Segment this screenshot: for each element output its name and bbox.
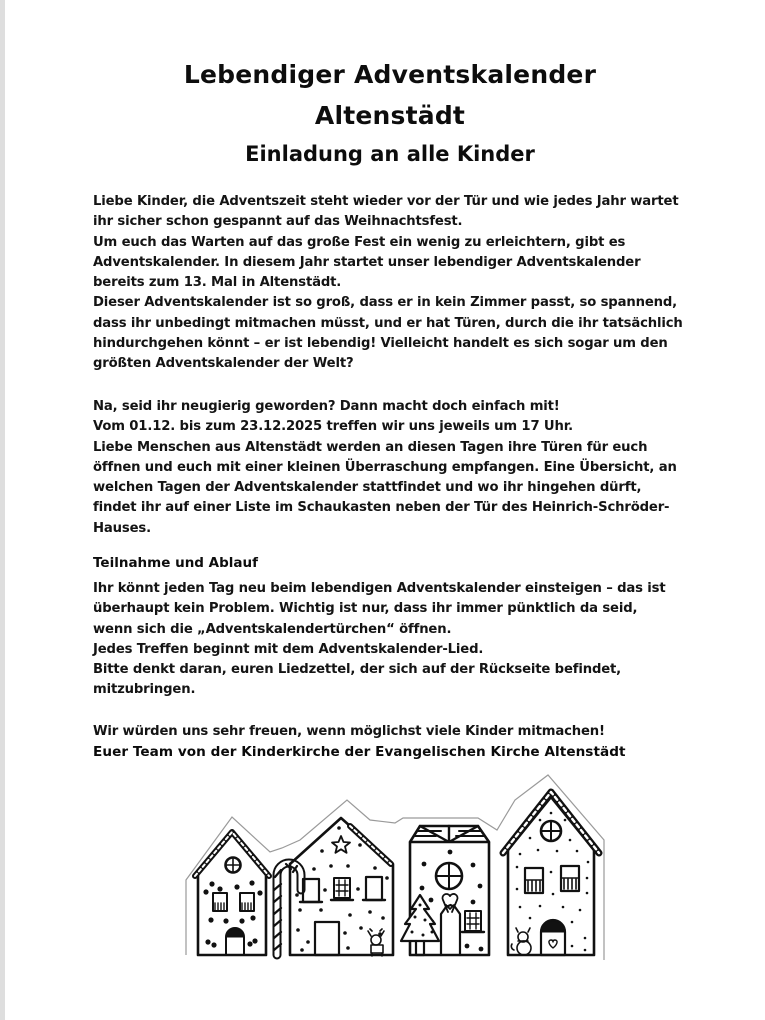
procedure-paragraph <box>93 579 713 701</box>
text-line: Um euch das Warten auf das große Fest ein wenig zu erleichtern, gibt es <box>93 234 626 250</box>
text-line: Adventskalender. In diesem Jahr startet unser lebendiger Adventskalender <box>93 254 641 270</box>
candy-cane-icon <box>274 863 301 955</box>
text-line: Hauses. <box>93 520 151 536</box>
text-line: überhaupt kein Problem. Wichtig ist nur, dass ihr immer pünktlich da seid, <box>93 601 638 617</box>
intro-paragraph <box>93 192 713 375</box>
text-line: Liebe Menschen aus Altenstädt werden an diesen Tagen ihre Türen für euch <box>93 439 648 455</box>
text-line: ihr sicher schon gespannt auf das Weihnachtsfest. <box>93 214 463 230</box>
text-line: Liebe Kinder, die Adventszeit steht wieder vor der Tür und wie jedes Jahr wartet <box>93 194 679 209</box>
dots-decoration <box>203 880 262 947</box>
text-line: wenn sich die „Adventskalendertürchen“ öffnen. <box>93 621 452 637</box>
text-line: Jedes Treffen beginnt mit dem Adventskalender-Lied. <box>93 641 484 657</box>
text-line: hindurchgehen könnt – er ist lebendig! Vielleicht handelt es sich sogar um den <box>93 336 668 352</box>
signature: Euer Team von der Kinderkirche der Evangelischen Kirche Altenstädt <box>93 744 626 761</box>
text-line: dass ihr unbedingt mitmachen müsst, und er hat Türen, durch die ihr tatsächlich <box>93 315 683 331</box>
text-line: mitzubringen. <box>93 682 196 698</box>
document-title-line2: Altenstädt <box>314 101 466 130</box>
text-line: welchen Tagen der Adventskalender stattfindet und wo ihr hingehen dürft, <box>93 480 642 496</box>
closing-line: Wir würden uns sehr freuen, wenn möglichst viele Kinder mitmachen! <box>93 724 605 739</box>
document-subtitle: Einladung an alle Kinder <box>245 142 535 166</box>
text-line: größten Adventskalender der Welt? <box>93 356 354 372</box>
text-line: Na, seid ihr neugierig geworden? Dann macht doch einfach mit! <box>93 399 560 414</box>
text-line: öffnen und euch mit einer kleinen Überraschung empfangen. Eine Übersicht, an <box>93 459 677 475</box>
text-line: findet ihr auf einer Liste im Schaukasten neben der Tür des Heinrich-Schröder- <box>93 500 670 516</box>
text-line: Dieser Adventskalender ist so groß, dass er in kein Zimmer passt, so spannend, <box>93 295 678 311</box>
text-line: Bitte denkt daran, euren Liedzettel, der sich auf der Rückseite befindet, <box>93 662 622 678</box>
text-line: bereits zum 13. Mal in Altenstädt. <box>93 275 342 291</box>
details-paragraph <box>93 397 713 539</box>
section-heading: Teilnahme und Ablauf <box>93 555 258 571</box>
text-line: Ihr könnt jeden Tag neu beim lebendigen Adventskalender einsteigen – das ist <box>93 581 666 596</box>
document-title-line1: Lebendiger Adventskalender <box>183 60 597 89</box>
text-line: Vom 01.12. bis zum 23.12.2025 treffen wir uns jeweils um 17 Uhr. <box>93 419 574 435</box>
closing-paragraph <box>93 722 713 763</box>
houses-illustration <box>180 770 630 970</box>
reindeer-icon <box>368 929 384 956</box>
snowman-icon <box>511 928 531 955</box>
